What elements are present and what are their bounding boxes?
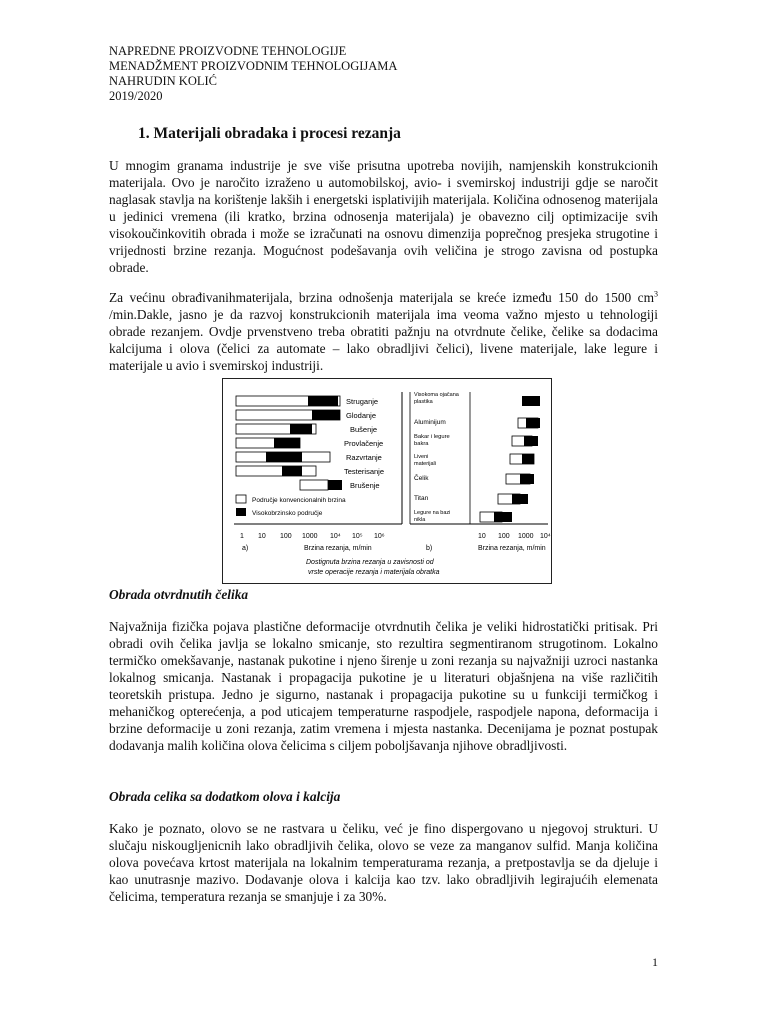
paragraph-hardened-steel: Najvažnija fizička pojava plastične deformacije otvrdnutih čelika je veliki hidrostatički pritisak. Pri obradi ovih čelika javlja se lokalno smicanje, sto rezultira segmentiranom strugotinom. Lokalno termičko omekšavanje, nastanak pukotine i njeno širenje u zoni rezanja su najvažniji uzroci nastanka lokalnog smicanja. Nastanak i propagacija pukotine je u literaturi objašnjena na više različitih teoretskih pristupa. Jedno je sigurno, nastanak i propagacija pukotine su u funkciji termičkog i mehaničkog opterećenja, a pod uticajem temperaturne raspodjele, raspodjele napona, deformacija i brzine deformacije u zoni rezanja, zatim vremena i mjesta nastanka. Decenijama je poznat postupak dodavanja malih količina olova čelicima s ciljem poboljšavanja njihove obradljivosti.: [109, 619, 658, 753]
row-razvrtanje: [236, 452, 382, 462]
high-speed-bar: [290, 424, 312, 434]
high-speed-bar: [312, 410, 340, 420]
tick-b-3: 10⁴: [540, 533, 551, 540]
figure-caption-line2: vrste operacije rezanja i materijala obratka: [308, 569, 440, 576]
high-speed-bar: [266, 452, 302, 462]
row-label: Glodanje: [346, 411, 377, 420]
material-label-line1: Legure na bazi: [414, 510, 451, 516]
conventional-bar: [300, 480, 328, 490]
row-brusenje: [300, 480, 380, 490]
material-label: Čelik: [414, 475, 429, 482]
conventional-bar: [236, 466, 316, 476]
b-bar-hs: [512, 494, 528, 504]
b-bar-hs: [524, 436, 538, 446]
legend-swatch-conventional: [236, 495, 246, 503]
b-bar-hs: [522, 454, 534, 464]
tick-a-1: 10: [258, 533, 266, 540]
material-label: Aluminijum: [414, 419, 446, 426]
legend-high-speed-label: Visokobrzinsko područje: [252, 510, 323, 517]
superscript-three: 3: [654, 289, 658, 299]
tick-a-0: 1: [240, 533, 244, 540]
page-number: 1: [652, 955, 658, 969]
high-speed-bar: [308, 396, 338, 406]
header-line-author: NAHRUDIN KOLIĆ: [109, 74, 217, 88]
row-label: Bušenje: [350, 425, 378, 434]
tick-b-2: 1000: [518, 533, 534, 540]
material-label-line1: Visokoma ojačana: [414, 392, 459, 398]
paragraph-removal-rate: [109, 289, 658, 374]
paragraph-removal-rate-part1: Za većinu obrađivanihmaterijala, brzina odnošenja materijala se kreće između 150 do 1500 cm: [109, 290, 654, 305]
tick-a-2: 100: [280, 533, 292, 540]
legend-conventional-label: Područje konvencionalnih brzina: [252, 497, 346, 504]
paragraph-intro: U mnogim granama industrije je sve više prisutna upotreba novijih, namjenskih konstrukcionih materijala. Ovo je naročito izraženo u automobilskoj, avio- i svemirskoj industriji gdje se naročit naglasak stavlja na korištenje lakših i energetski isplativijih materijala. Količina odnosenog materijala u jedinici vremena (ili kratko, brzina odnosenja materijala) je obavezno cilj optimizacije svih visokoučinkovitih obrada i može se izračunati na osnovu dimenzija poprečnog presjeka strugotine i vrijednosti brzine rezanja. Mogućnost podešavanja ovih veličina je strogo zavisna od postupka obrade.: [109, 158, 658, 275]
row-glodanje: [236, 410, 376, 420]
panel-a-label: a): [242, 545, 249, 552]
tick-a-3: 1000: [302, 533, 318, 540]
material-label-line1: Liveni: [414, 454, 429, 460]
axis-b-label: Brzina rezanja, m/min: [478, 545, 546, 552]
high-speed-bar: [328, 480, 342, 490]
legend-swatch-high-speed: [236, 508, 246, 516]
row-label: Testerisanje: [344, 467, 385, 476]
high-speed-bar: [274, 438, 300, 448]
paragraph-removal-rate-part2: /min.Dakle, jasno je da razvoj konstrukcionih materijala ima veoma važno mjesto u tehnologiji obrade rezanjem. Ovdje prvenstveno treba obratiti pažnju na otvrdnute čelike, čelike sa dodacima kalcijuma i olova (čelici za automate – lako obradljivi čelici), livene materijale, lake legure i materijale u avio i svemirskoj industriji.: [109, 307, 658, 373]
b-bar-plastika: [522, 396, 540, 406]
material-label: Titan: [414, 495, 429, 502]
row-struganje: [236, 396, 378, 406]
high-speed-bar: [282, 466, 302, 476]
material-label-line2: bakra: [414, 441, 429, 447]
tick-a-6: 10⁶: [374, 533, 385, 540]
tick-a-5: 10⁵: [352, 533, 363, 540]
header-line-module: MENADŽMENT PROIZVODNIM TEHNOLOGIJAMA: [109, 59, 398, 73]
figure-caption-line1: Dostignuta brzina rezanja u zavisnosti od: [306, 559, 434, 566]
header-line-year: 2019/2020: [109, 89, 163, 103]
section-title: 1. Materijali obradaka i procesi rezanja: [138, 125, 401, 142]
tick-a-4: 10⁴: [330, 533, 341, 540]
document-header: [109, 44, 397, 104]
row-label: Razvrtanje: [346, 453, 382, 462]
tick-b-0: 10: [478, 533, 486, 540]
row-busenje: [236, 424, 377, 434]
panel-b-label: b): [426, 545, 433, 552]
row-label: Provlačenje: [344, 439, 384, 448]
material-label-line2: nikla: [414, 517, 426, 523]
header-line-course: NAPREDNE PROIZVODNE TEHNOLOGIJE: [109, 44, 347, 58]
b-bar-hs: [494, 512, 512, 522]
b-bar-hs: [520, 474, 534, 484]
figure-frame: [223, 379, 552, 584]
tick-b-1: 100: [498, 533, 510, 540]
row-label: Struganje: [346, 397, 379, 406]
material-label-line2: plastika: [414, 399, 433, 405]
material-label-line1: Bakar i legure: [414, 434, 450, 440]
subheading-hardened-steel: Obrada otvrdnutih čelika: [109, 587, 249, 602]
material-label-line2: materijali: [414, 461, 437, 467]
subheading-lead-calcium: Obrada celika sa dodatkom olova i kalcija: [109, 789, 341, 804]
cutting-speed-figure: [222, 378, 552, 584]
b-bar-hs: [526, 418, 540, 428]
paragraph-lead-calcium: Kako je poznato, olovo se ne rastvara u čeliku, već je fino dispergovano u njegovoj strukturi. U slučaju niskougljenicnih lako obradljivih čelika, olovo se veze za manganov sulfid. Manja količina olova povećava krtost materijala na lokalnim temperaturama rezanja, a pretpostavlja se da djeluje i kao unutrasnje mazivo. Dodavanje olova i kalcija kao tzv. lako obradljivih legirajućih elemenata čelicima, temperatura rezanja se smanjuje i za 30%.: [109, 821, 658, 904]
axis-a-label: Brzina rezanja, m/min: [304, 545, 372, 552]
row-testerisanje: [236, 466, 384, 476]
row-label: Brušenje: [350, 481, 380, 490]
